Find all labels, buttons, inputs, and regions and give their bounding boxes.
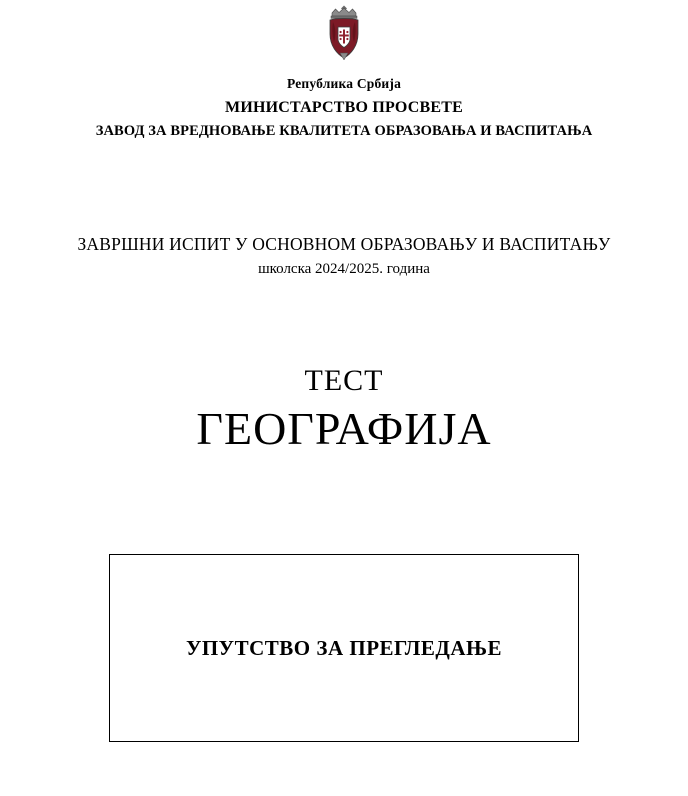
instruction-box-container <box>0 554 688 742</box>
test-info <box>0 364 688 455</box>
document-header <box>0 74 688 142</box>
header-republic: Република Србија <box>286 76 402 91</box>
exam-info <box>0 234 688 278</box>
instruction-box <box>109 554 579 742</box>
test-subject: ГЕОГРАФИЈА <box>196 402 492 454</box>
exam-title: ЗАВРШНИ ИСПИТ У ОСНОВНОМ ОБРАЗОВАЊУ И ВАСПИТАЊУ <box>77 233 611 254</box>
exam-school-year: школска 2024/2025. година <box>258 260 430 277</box>
instruction-box-text: УПУТСТВО ЗА ПРЕГЛЕДАЊЕ <box>185 635 503 660</box>
serbia-coat-of-arms-icon <box>322 4 366 62</box>
test-label: ТЕСТ <box>304 363 384 397</box>
crest-container <box>0 0 688 62</box>
header-ministry: МИНИСТАРСТВО ПРОСВЕТЕ <box>225 98 463 116</box>
header-institute: ЗАВОД ЗА ВРЕДНОВАЊЕ КВАЛИТЕТА ОБРАЗОВАЊА И ВАСПИТАЊА <box>95 122 593 139</box>
